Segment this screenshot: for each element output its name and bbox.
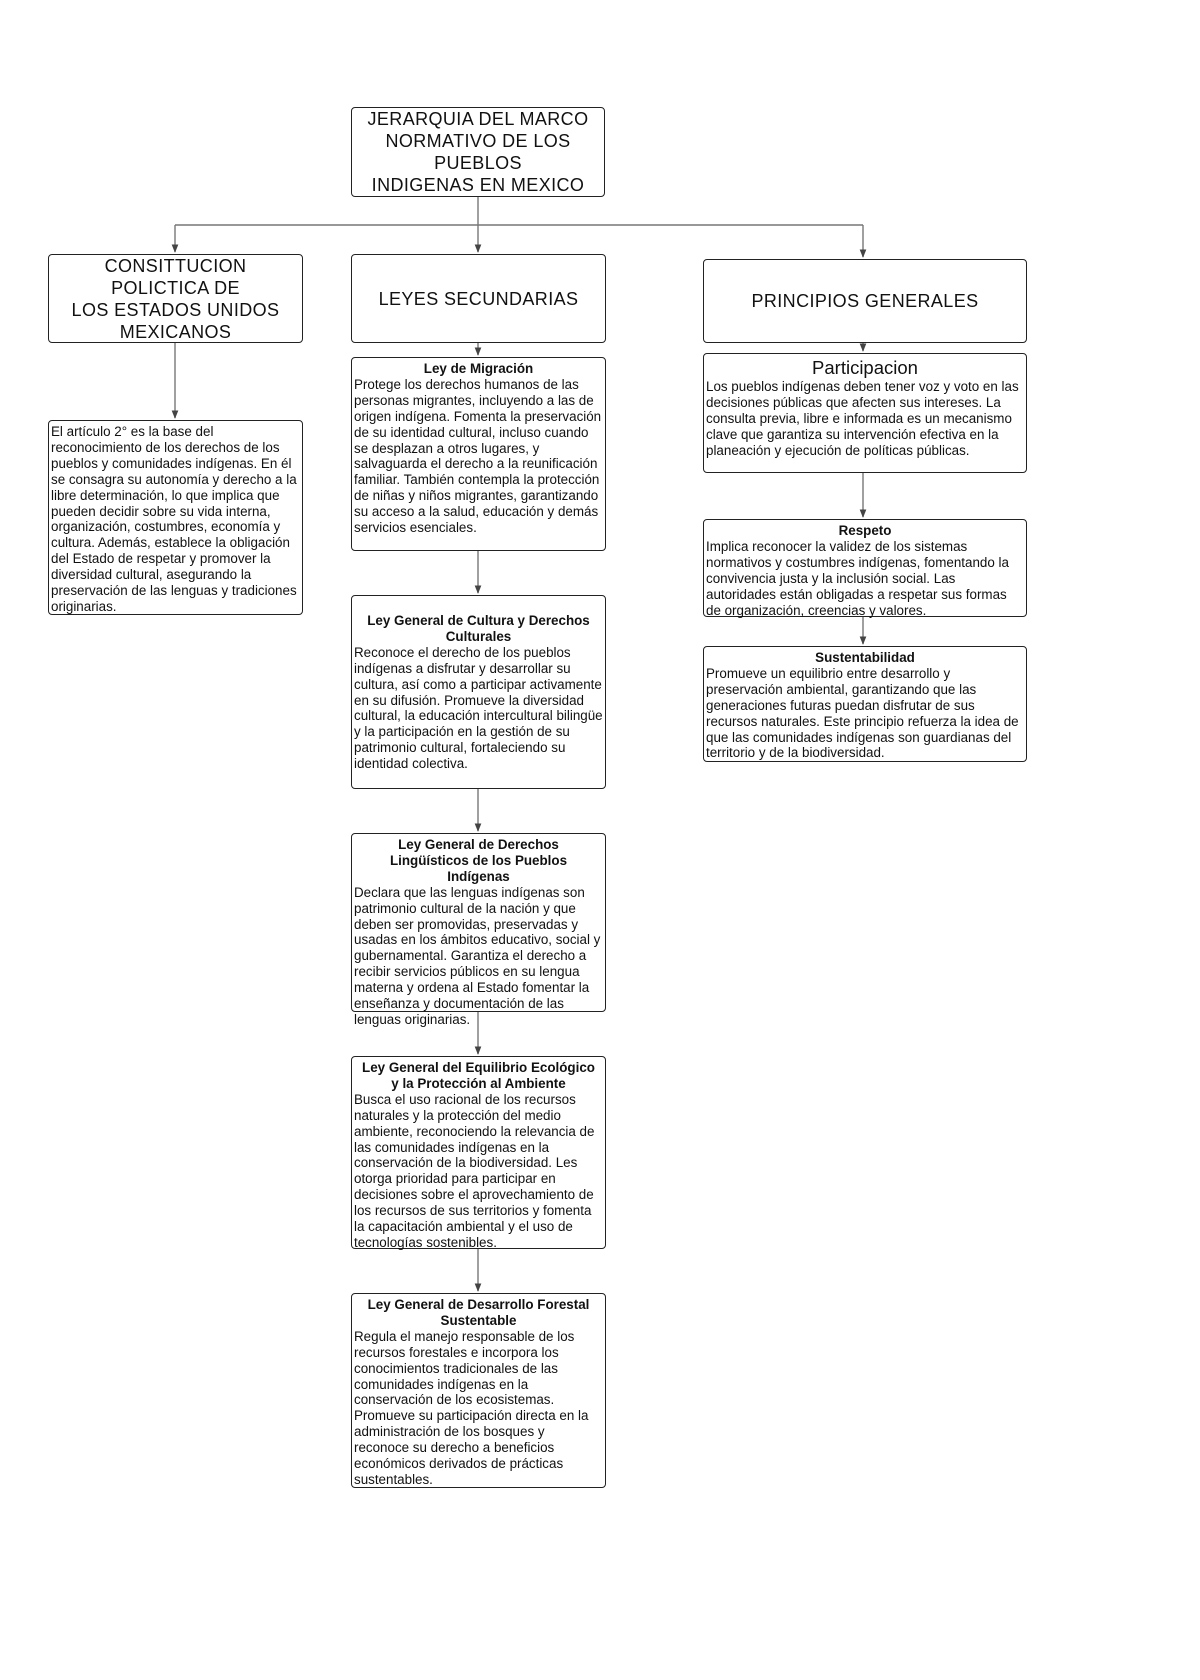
principios-title: PRINCIPIOS GENERALES — [751, 291, 979, 311]
principio-text: Implica reconocer la validez de los sistemas normativos y costumbres indígenas, fomentando la convivencia justa y la inclusión social. Las autoridades están obligadas a respetar sus formas de organización, creencias y valores. — [706, 538, 1009, 618]
ley-text: Declara que las lenguas indígenas son patrimonio cultural de la nación y que deben ser promovidas, preservadas y usadas en los ámbitos educativo, social y gubernamental. Garantiza el derecho a recibir servicios públicos en su lengua materna y ordena al Estado fomentar la enseñanza y documentación de las lenguas originarias. — [354, 884, 601, 1027]
constitucion-text: El artículo 2° es la base del reconocimiento de los derechos de los pueblos y comunidades indígenas. En él se consagra su autonomía y derecho a la libre determinación, lo que implica que pueden decidir sobre su vida interna, organización, costumbres, economía y cultura. Además, establece la obligación del Estado de respetar y promover la diversidad cultural, asegurando la preservación de las lenguas y tradiciones originarias. — [51, 424, 297, 614]
ley-equilibrio-ecologico-card — [351, 1056, 606, 1249]
principio-text: Los pueblos indígenas deben tener voz y voto en las decisiones públicas que afecten sus intereses. La consulta previa, libre e informada es un mecanismo clave que garantiza su intervención efectiva en la planeación y ejecución de políticas públicas. — [706, 379, 1019, 458]
constitucion-title-line: LOS ESTADOS UNIDOS — [71, 299, 280, 320]
root-title-line: NORMATIVO DE LOS PUEBLOS — [385, 131, 571, 173]
principio-sustentabilidad-card — [703, 646, 1027, 762]
leyes-title: LEYES SECUNDARIAS — [378, 288, 579, 309]
ley-cultura-card — [351, 595, 606, 789]
ley-text: Busca el uso racional de los recursos naturales y la protección del medio ambiente, reconociendo la relevancia de las comunidades indígenas en la conservación de la biodiversidad. Les otorga prioridad para participar en decisiones sobre el aprovechamiento de los recursos de sus territorios y fomenta la capacitación ambiental y el uso de tecnologías sostenibles. — [354, 1091, 595, 1250]
ley-migracion-card — [351, 357, 606, 551]
ley-title: Ley General del Equilibrio Ecológico y la Protección al Ambiente — [362, 1060, 595, 1091]
principio-title: Sustentabilidad — [815, 650, 915, 665]
constitucion-title-line: CONSITTUCION POLICTICA DE — [104, 255, 247, 298]
ley-desarrollo-forestal-card — [351, 1293, 606, 1488]
ley-linguisticos-card — [351, 833, 606, 1027]
root-title-box — [351, 107, 605, 197]
root-title-line: INDIGENAS EN MEXICO — [371, 175, 585, 195]
principio-title: Participacion — [812, 357, 918, 378]
principio-title: Respeto — [838, 523, 892, 538]
principio-text: Promueve un equilibrio entre desarrollo y preservación ambiental, garantizando que las generaciones futuras puedan disfrutar de sus recursos naturales. Este principio refuerza la idea de que las comunidades indígenas son guardianas del territorio y de la biodiversidad. — [706, 665, 1019, 761]
constitucion-header — [48, 254, 303, 343]
constitucion-title-line: MEXICANOS — [119, 321, 232, 342]
ley-title: Ley General de Cultura y Derechos Culturales — [367, 613, 590, 644]
ley-title: Ley General de Desarrollo Forestal Sustentable — [367, 1297, 590, 1328]
principio-respeto-card — [703, 519, 1027, 617]
principios-header — [703, 259, 1027, 343]
ley-title: Ley General de Derechos Lingüísticos de los Pueblos Indígenas — [389, 837, 568, 884]
ley-title: Ley de Migración — [423, 361, 534, 376]
ley-text: Regula el manejo responsable de los recursos forestales e incorpora los conocimientos tradicionales de las comunidades indígenas en la conservación de los ecosistemas. Promueve su participación directa en la administración de los bosques y reconoce su derecho a beneficios económicos derivados de prácticas sustentables. — [354, 1328, 589, 1487]
ley-text: Reconoce el derecho de los pueblos indígenas a disfrutar y desarrollar su cultura, así como a participar activamente en su difusión. Promueve la diversidad cultural, la educación intercultural bilingüe y la participación en la gestión de su patrimonio cultural, fortaleciendo su identidad colectiva. — [354, 644, 603, 772]
root-title-line: JERARQUIA DEL MARCO — [367, 109, 589, 129]
principio-participacion-card — [703, 353, 1027, 473]
leyes-header — [351, 254, 606, 343]
constitucion-text-box — [48, 420, 303, 615]
ley-text: Protege los derechos humanos de las personas migrantes, incluyendo a las de origen indígena. Fomenta la preservación de su identidad cultural, incluso cuando se desplazan a otros lugares, y salvaguarda el derecho a la reunificación familiar. También contempla la protección de niñas y niños migrantes, garantizando su acceso a la salud, educación y demás servicios esenciales. — [354, 376, 602, 536]
